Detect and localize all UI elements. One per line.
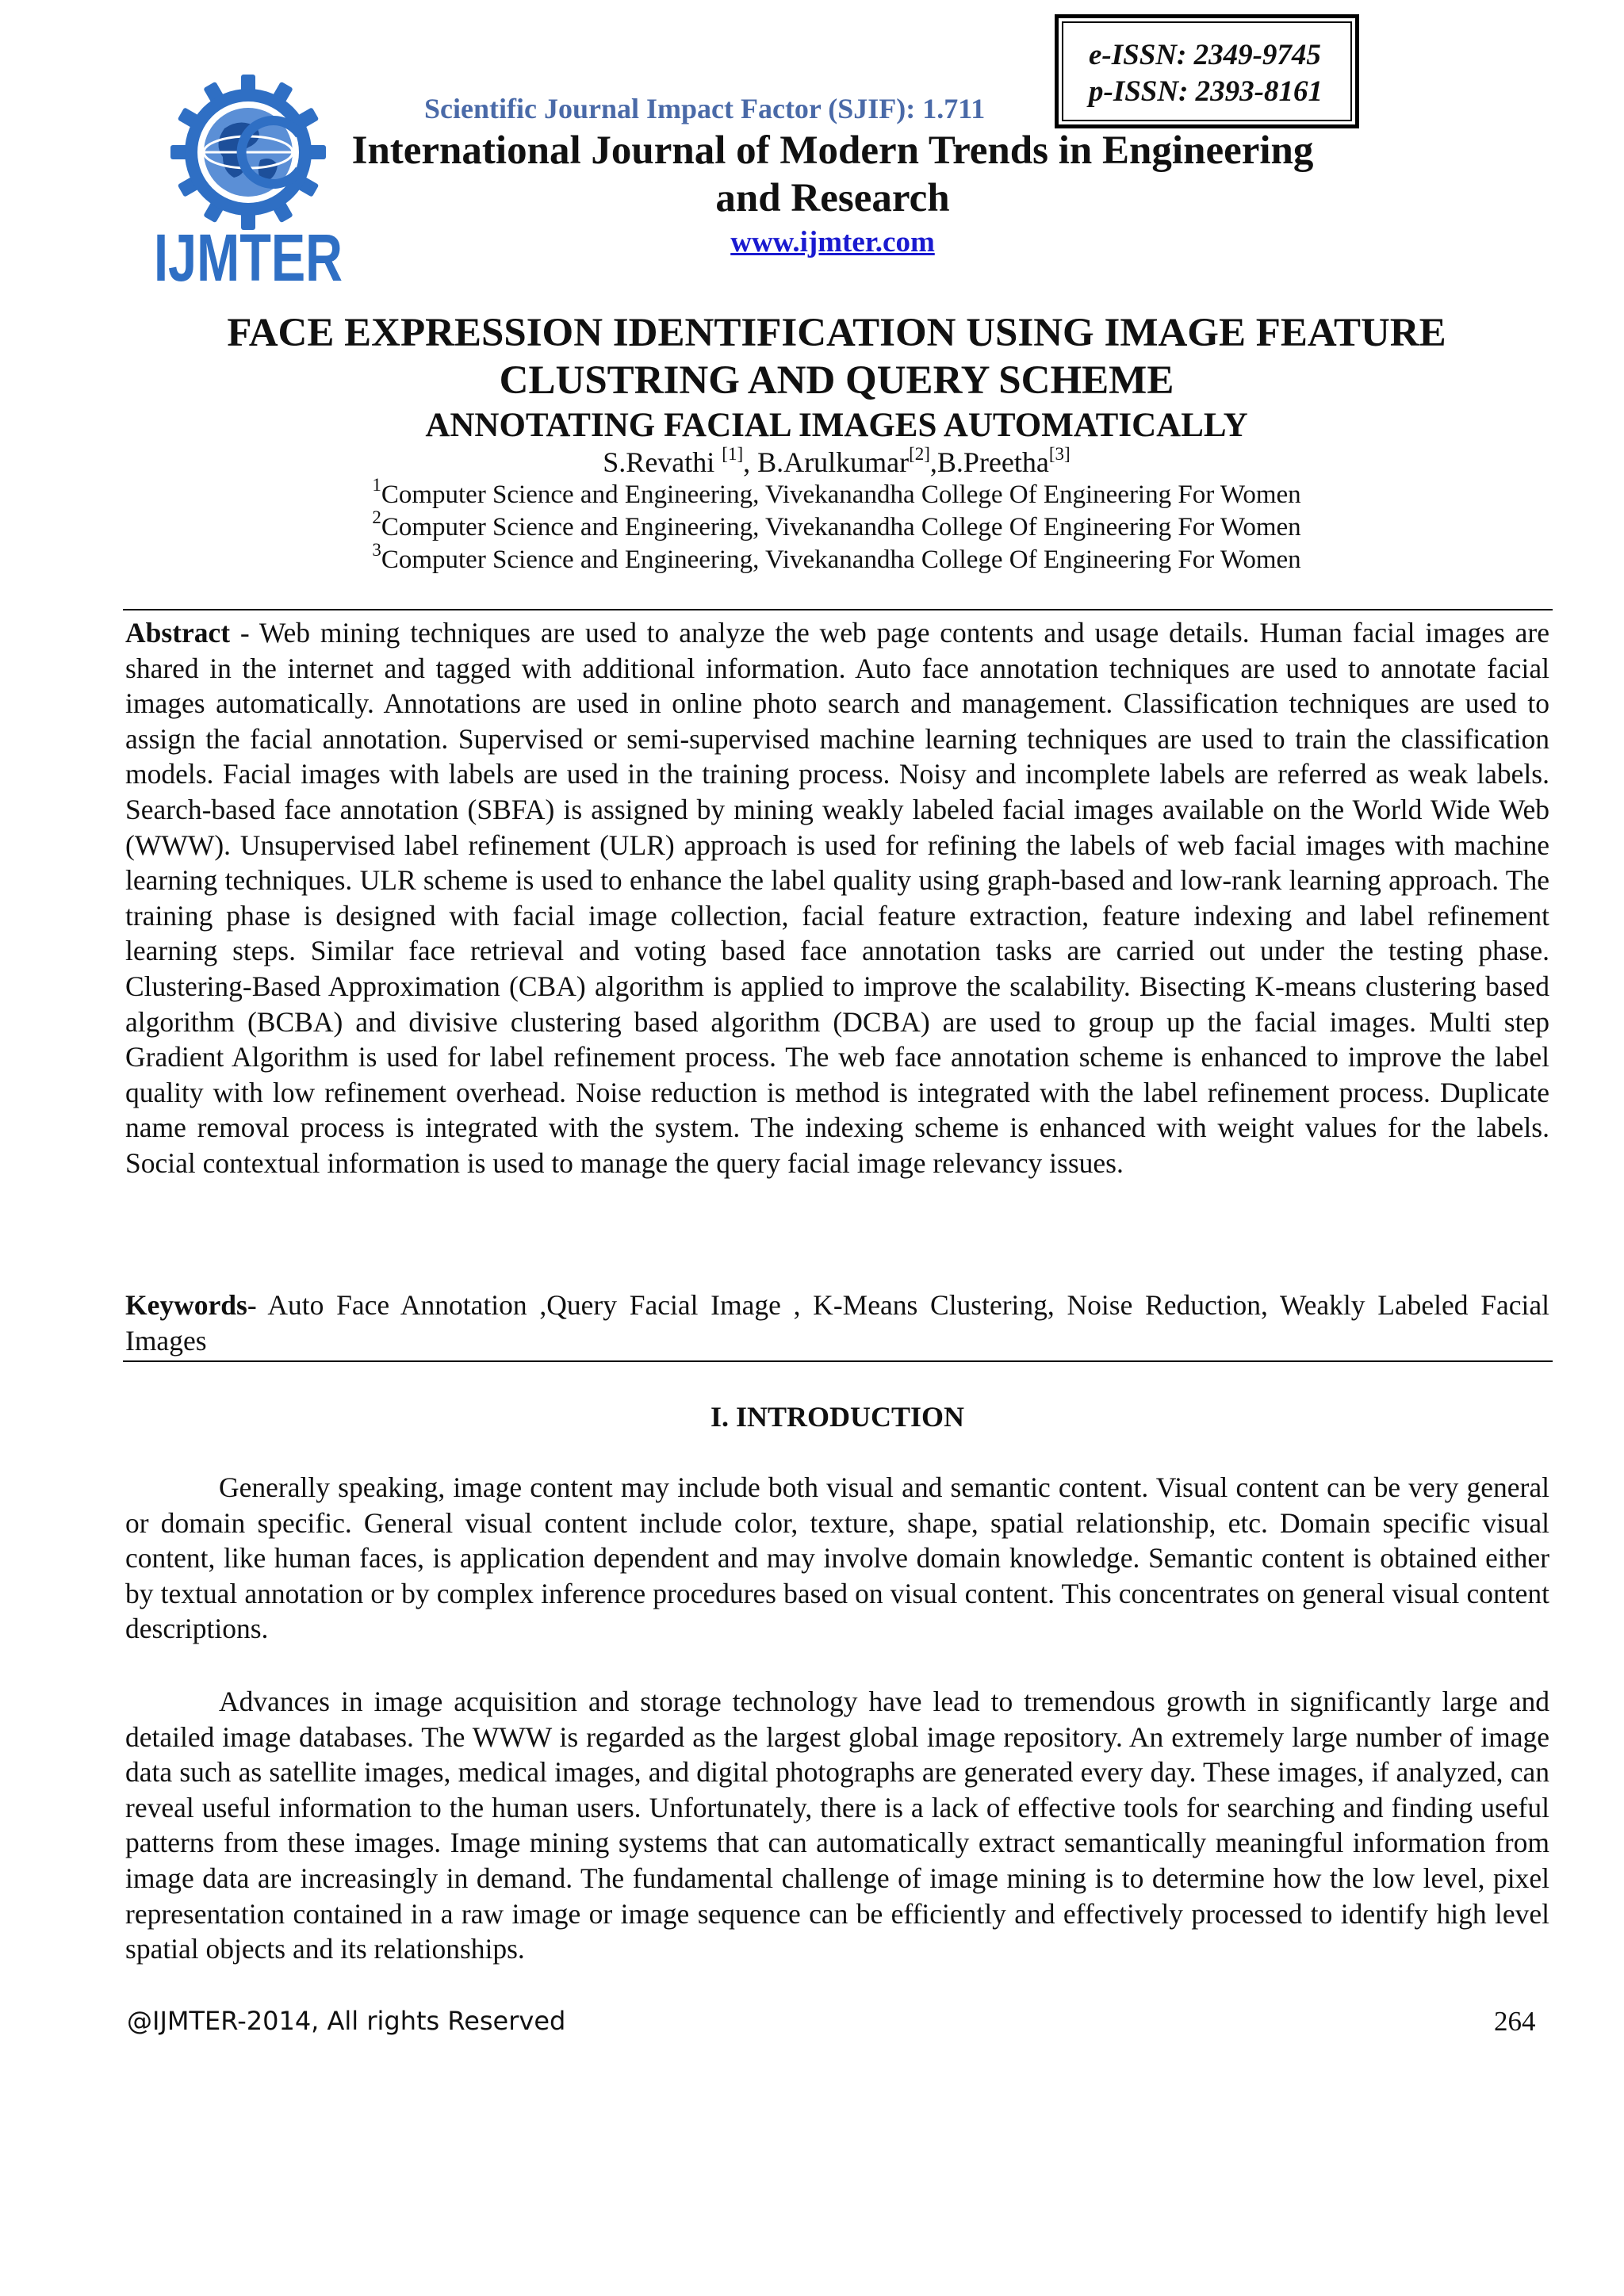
affiliation-2: [127, 507, 1546, 542]
abstract: [125, 615, 1549, 1181]
paper-title: FACE EXPRESSION IDENTIFICATION USING IMAGE FEATURE CLUSTRING AND QUERY SCHEME: [227, 311, 1446, 403]
keywords-label: Keywords: [125, 1289, 247, 1321]
author-separator: ,: [929, 446, 937, 478]
affiliation-text: Computer Science and Engineering, Vivekanandha College Of Engineering For Women: [381, 513, 1301, 541]
keywords: [125, 1288, 1549, 1358]
keywords-text: - Auto Face Annotation ,Query Facial Image , K-Means Clustering, Noise Reduction, Weakly Labeled Facial Images: [125, 1289, 1549, 1357]
abstract-text: - Web mining techniques are used to analyze the web page contents and usage details. Human facial images are shared in the internet and tagged with additional information. Auto face annotation techniques are used to annotate facial images automatically. Annotations are used in online photo search and management. Classification techniques are used to assign the facial annotation. Supervised or semi-supervised machine learning techniques are used to train the classification models. Facial images with labels are used in the training process. Noisy and incomplete labels are referred as weak labels. Search-based face annotation (SBFA) is assigned by mining weakly labeled facial images available on the World Wide Web (WWW). Unsupervised label refinement (ULR) approach is used for refining the labels of web facial images with machine learning techniques. ULR scheme is used to enhance the label quality using graph-based and low-rank learning approach. The training phase is designed with facial image collection, facial feature extraction, feature indexing and label refinement learning steps. Similar face retrieval and voting based face annotation tasks are carried out under the testing phase. Clustering-Based Approximation (CBA) algorithm is applied to improve the scalability. Bisecting K-means clustering based algorithm (BCBA) and divisive clustering based algorithm (DCBA) are used to group up the facial images. Multi step Gradient Algorithm is used for label refinement process. The web face annotation scheme is enhanced to improve the label quality with low refinement overhead. Noise reduction is method is integrated with the label refinement process. Duplicate name removal process is integrated with the system. The indexing scheme is enhanced with weight values for the labels. Social contextual information is used to manage the query facial image relevancy issues.: [125, 617, 1549, 1179]
author-mark: [2]: [909, 444, 930, 464]
issn-inner: [1062, 21, 1352, 121]
author-mark: [3]: [1048, 444, 1071, 464]
logo-wordmark: IJMTER: [154, 220, 343, 295]
eissn: e-ISSN: 2349-9745: [1089, 39, 1321, 71]
author-list: [127, 446, 1546, 479]
paper-subtitle: ANNOTATING FACIAL IMAGES AUTOMATICALLY: [425, 407, 1248, 444]
intro-paragraph-1: Generally speaking, image content may include both visual and semantic content. Visual content can be very general or domain specific. General visual content include color, texture, shape, spatial relationship, etc. Domain specific visual content, like human faces, is application dependent and may involve domain knowledge. Semantic content is obtained either by textual annotation or by complex inference procedures based on visual content. This concentrates on general visual content descriptions.: [125, 1471, 1549, 1645]
divider-bottom: [123, 1360, 1553, 1362]
page-number: 264: [1494, 2006, 1536, 2037]
intro-paragraph-2: Advances in image acquisition and storage technology have lead to tremendous growth in significantly large and detailed image databases. The WWW is regarded as the largest global image repository. An extremely large number of image data such as satellite images, medical images, and digital photographs are generated every day. These images, if analyzed, can reveal useful information to the human users. Unfortunately, there is a lack of effective tools for searching and finding useful patterns from these images. Image mining systems that can automatically extract semantically meaningful information from image data are increasingly in demand. The fundamental challenge of image mining is to determine how the low level, pixel representation contained in a raw image or image sequence can be efficiently and effectively processed to identify high level spatial objects and its relationships.: [125, 1686, 1549, 1965]
author-mark: [1]: [722, 444, 744, 464]
author-name: B.Arulkumar: [757, 446, 910, 478]
impact-factor: Scientific Journal Impact Factor (SJIF): 1.711: [424, 93, 986, 124]
affiliation-3: [127, 540, 1546, 575]
author-name: S.Revathi: [603, 446, 722, 478]
affiliation-text: Computer Science and Engineering, Vivekanandha College Of Engineering For Women: [381, 545, 1301, 574]
journal-url-line: [317, 225, 1348, 259]
section-heading: I. INTRODUCTION: [710, 1401, 965, 1433]
affiliation-text: Computer Science and Engineering, Vivekanandha College Of Engineering For Women: [381, 480, 1301, 509]
abstract-label: Abstract: [125, 617, 231, 649]
affiliation-number: 1: [372, 475, 381, 495]
author-name: B.Preetha: [936, 446, 1049, 478]
footer-copyright: @IJMTER-2014, All rights Reserved: [127, 2006, 566, 2036]
journal-name: International Journal of Modern Trends in Engineering and Research: [351, 128, 1314, 220]
author-separator: ,: [743, 446, 758, 478]
divider-top: [123, 609, 1553, 610]
globe-gear-icon: [170, 75, 326, 230]
issn-box: [1055, 14, 1359, 128]
journal-url-link[interactable]: www.ijmter.com: [730, 226, 935, 258]
pissn: p-ISSN: 2393-8161: [1089, 75, 1323, 108]
affiliation-1: [127, 475, 1546, 510]
affiliation-number: 2: [372, 507, 381, 527]
affiliation-number: 3: [372, 540, 381, 560]
